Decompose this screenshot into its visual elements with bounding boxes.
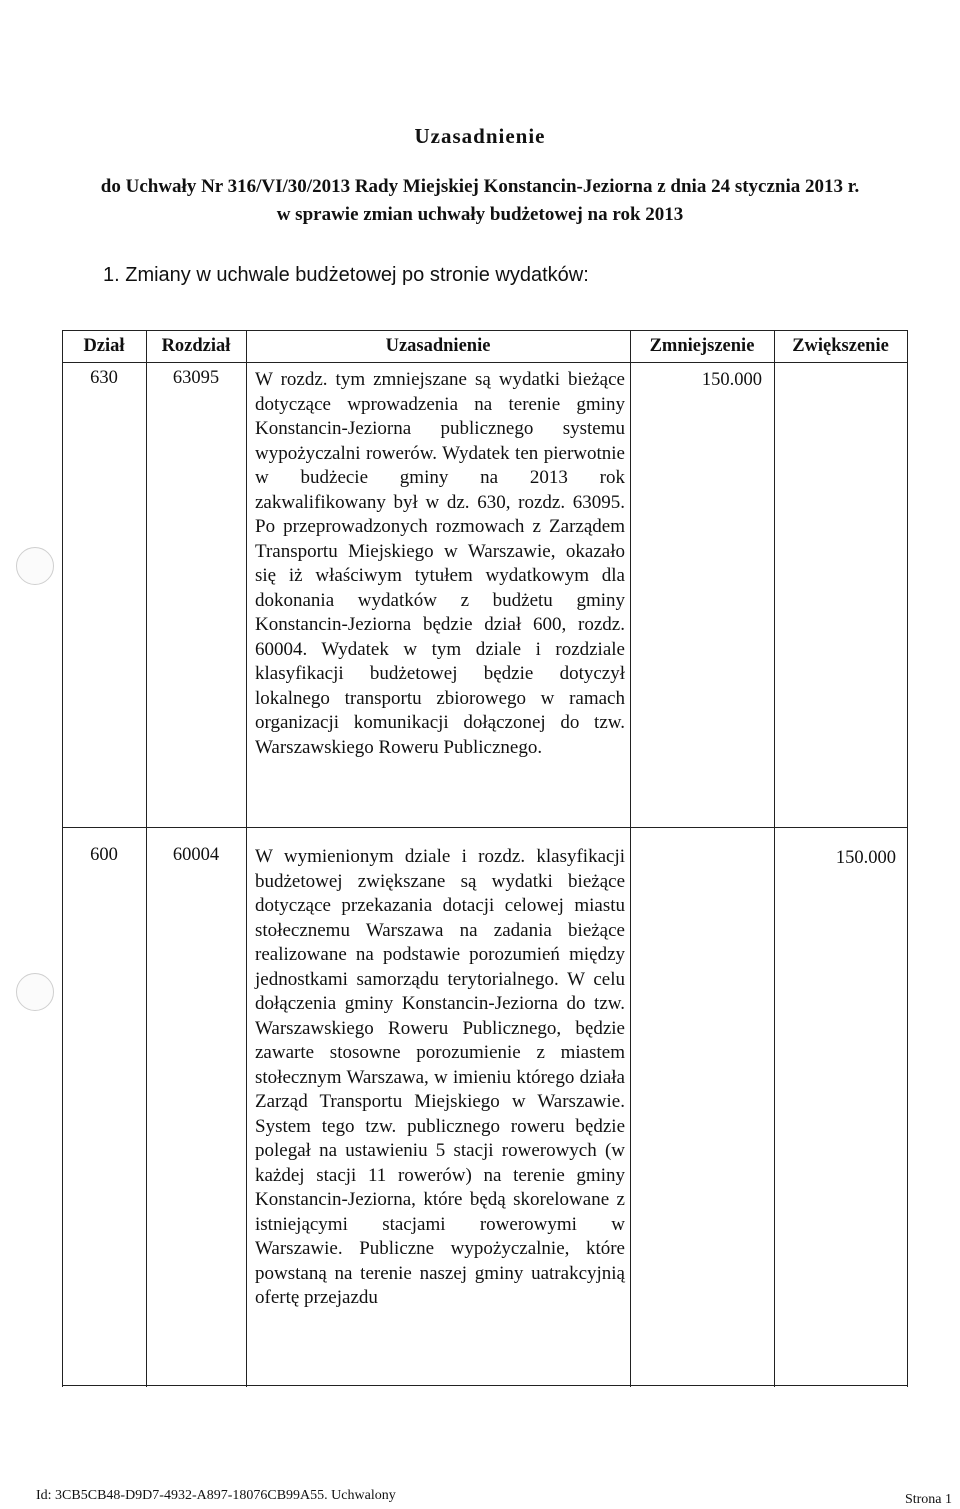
header-divider bbox=[62, 362, 908, 363]
col-divider-uzasadnienie bbox=[630, 330, 631, 1387]
cell-dzial: 630 bbox=[90, 368, 118, 388]
cell-dzial: 600 bbox=[90, 845, 118, 865]
table-border-top bbox=[62, 330, 908, 331]
document-id: Id: 3CB5CB48-D9D7-4932-A897-18076CB99A55. Uchwalony bbox=[36, 1488, 396, 1503]
header-rozdzial: Rozdział bbox=[161, 336, 231, 356]
header-zwiekszenie: Zwiększenie bbox=[792, 336, 889, 356]
cell-rozdzial: 60004 bbox=[172, 845, 220, 865]
table-border-bottom bbox=[62, 1385, 908, 1386]
header-dzial: Dział bbox=[83, 336, 125, 356]
document-title: Uzasadnienie bbox=[414, 124, 546, 148]
cell-uzasadnienie: W wymienionym dziale i rozdz. klasyfikacji budżetowej zwiększane są wydatki bieżące dotyczące przekazania dotacji celowej miastu stołecznemu Warszawa na zadania bieżące realizowane na podstawie porozumień między jednostkami samorządu terytorialnego. W celu dołączenia gminy Konstancin-Jeziorna do tzw. Warszawskiego Roweru Publicznego, będzie zawarte stosowne porozumienie z miastem stołecznym Warszawa, w imieniu którego działa Zarząd Transportu Miejskiego w Warszawie. System tego tzw. publicznego roweru będzie polegał na ustawieniu 5 stacji rowerowych (w każdej stacji 11 rowerów) na terenie gminy Konstancin-Jeziorna, które będą skorelowane z istniejącymi stacjami rowerowymi w Warszawie. Publiczne wypożyczalnie, które powstaną na terenie naszej gminy uatrakcyjnią ofertę przejazdu bbox=[255, 846, 625, 1308]
cell-rozdzial: 63095 bbox=[172, 368, 220, 388]
page-number: Strona 1 bbox=[904, 1492, 952, 1507]
table-border-right bbox=[907, 330, 908, 1387]
document-subtitle-line2: w sprawie zmian uchwały budżetowej na rok 2013 bbox=[276, 204, 684, 225]
cell-zmniejszenie: 150.000 bbox=[701, 370, 762, 390]
header-zmniejszenie: Zmniejszenie bbox=[649, 336, 755, 356]
document-subtitle-line1: do Uchwały Nr 316/VI/30/2013 Rady Miejskiej Konstancin-Jeziorna z dnia 24 stycznia 2013 r. bbox=[100, 176, 860, 197]
cell-uzasadnienie: W rozdz. tym zmniejszane są wydatki bieżące dotyczące wprowadzenia na terenie gminy Konstancin-Jeziorna publicznego systemu wypożyczalni rowerów. Wydatek ten pierwotnie w budżecie gminy na 2013 rok zakwalifikowany był w dz. 630, rozdz. 63095. Po przeprowadzonych rozmowach z Zarządem Transportu Miejskiego w Warszawie, okazało się iż właściwym tytułem wydatkowym dla dokonania wydatków z budżetu gminy Konstancin-Jeziorna będzie dział 600, rozdz. 60004. Wydatek w tym dziale i rozdziale klasyfikacji budżetowej będzie dotyczył lokalnego transportu zbiorowego w ramach organizacji komunikacji dołączonej do tzw. Warszawskiego Roweru Publicznego. bbox=[255, 369, 625, 758]
row-divider bbox=[62, 827, 908, 828]
col-divider-rozdzial bbox=[246, 330, 247, 1387]
expenditure-table bbox=[62, 330, 908, 1387]
cell-zwiekszenie: 150.000 bbox=[835, 848, 896, 868]
header-uzasadnienie: Uzasadnienie bbox=[385, 336, 491, 356]
intro-text: 1. Zmiany w uchwale budżetowej po stronie wydatków: bbox=[103, 264, 589, 286]
punch-hole-bottom bbox=[16, 973, 54, 1011]
punch-hole-top bbox=[16, 547, 54, 585]
